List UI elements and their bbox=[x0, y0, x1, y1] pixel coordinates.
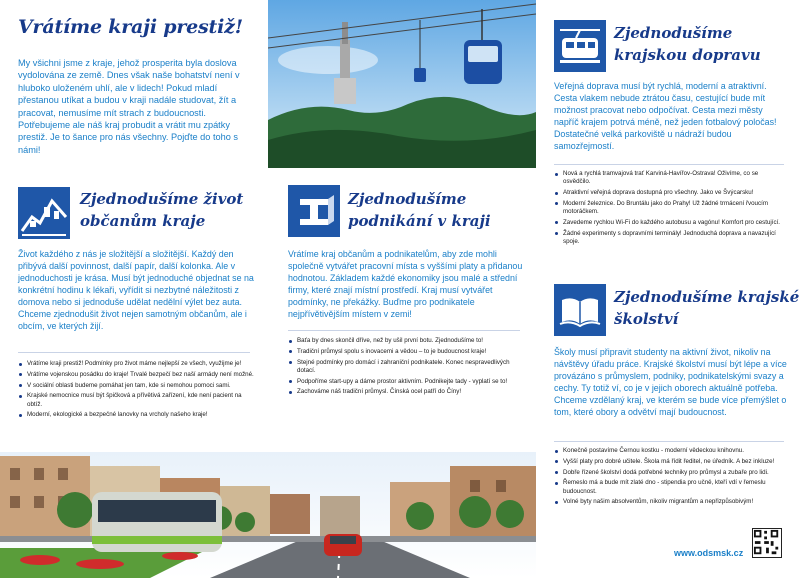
list-item: Atraktivní veřejná doprava dostupná pro všechny. Jako ve Švýcarsku! bbox=[554, 189, 786, 197]
city-icon bbox=[18, 187, 70, 239]
section-heading-business bbox=[348, 188, 491, 232]
divider bbox=[288, 330, 520, 331]
list-item: Podpoříme start-upy a dáme prostor aktivním. Podnikejte tady - vyplatí se to! bbox=[288, 378, 524, 386]
street-photo bbox=[0, 452, 536, 578]
list-item: V sociální oblasti budeme pomáhat jen tam, kde si nemohou pomoci sami. bbox=[18, 382, 254, 390]
section-heading-citizens bbox=[80, 188, 243, 232]
list-item: Zachováme náš tradiční průmysl. Čínská ocel patří do Číny! bbox=[288, 388, 524, 396]
list-item: Vrátíme kraji prestiž! Podmínky pro život máme nejlepší ze všech, využijme je! bbox=[18, 360, 254, 368]
list-item: Tradiční průmysl spolu s inovacemi a vědou – to je budoucnost kraje! bbox=[288, 348, 524, 356]
list-item: Volné byty našim absolventům, nikoliv migrantům a nepřizpůsobivým! bbox=[554, 498, 786, 506]
transport-text: Veřejná doprava musí být rychlá, moderní a atraktivní. Cesta vlakem nebude ztrátou času, cestující bude mít možnost pracovat nebo odpočívat. Cesta mezi městy napříč krajem potrvá méně, než jeden fotbalový poločas! Dostatečné velká parkoviště u nádraží budou samozřejmostí. bbox=[554, 81, 777, 151]
section-heading-transport bbox=[614, 22, 761, 66]
right-column bbox=[536, 0, 800, 578]
heading-line: školství bbox=[614, 310, 679, 328]
heading-line: občanům kraje bbox=[80, 212, 206, 230]
page-title: Vrátíme kraji prestiž! bbox=[18, 16, 243, 38]
list-item: Konečně postavíme Černou kostku - moderní vědeckou knihovnu. bbox=[554, 447, 786, 455]
intro-text: My všichni jsme z kraje, jehož prosperita byla doslova vydolována ze země. Dnes však naše bohatství není v hluboko uloženém uhlí, ale v lidech! Pokud mladí přestanou utíkat a budou v kraji nadále studovat, žít a pracovat, nemusíme mít strach z budoucnosti. Potřebujeme ale náš kraj probudit a vrátit mu zpátky prestiž. Je to šance pro nás všechny. Pojďte do toho s námi! bbox=[18, 58, 240, 155]
transport-bullets bbox=[554, 170, 786, 249]
list-item: Vyšší platy pro dobré učitele. Škola má řídit ředitel, ne úředník. A bez inkluze! bbox=[554, 458, 786, 466]
qr-code-icon bbox=[752, 528, 782, 558]
list-item: Řemeslo má a bude mít zlaté dno - stipendia pro učně, kteří vdí v řemeslu budoucnost. bbox=[554, 479, 786, 495]
heading-line: krajskou dopravu bbox=[614, 46, 761, 64]
list-item: Zavedeme rychlou Wi-Fi do každého autobusu a vagónu! Komfort pro cestující. bbox=[554, 219, 786, 227]
list-item: Baťa by dnes skončil dříve, než by ušil první botu. Zjednodušíme to! bbox=[288, 337, 524, 345]
list-item: Žádné experimenty s dopravními terminály! Jednoduchá doprava a navazující spoje. bbox=[554, 230, 786, 246]
heading-line: Zjednodušíme život bbox=[80, 190, 244, 208]
list-item: Dobře řízené školství dodá potřebné techniky pro průmysl a zubaře pro lidi. bbox=[554, 469, 786, 477]
citizens-bullets bbox=[18, 360, 254, 422]
heading-line: Zjednodušíme bbox=[614, 24, 733, 42]
business-text: Vrátíme kraj občanům a podnikatelům, aby zde mohli společně vytvářet pracovní místa s vyššími platy a přidanou hodnotou. Základem každé ekonomiky jsou malé a střední firmy, které znají místní prostředí. Kraj musí vytvářet podmínky, ne překážky. Buďme pro podnikatele nejpřívětivějším místem v zemi! bbox=[288, 249, 523, 319]
heading-line: podnikání v kraji bbox=[348, 212, 491, 230]
website-link[interactable]: www.odsmsk.cz bbox=[674, 548, 744, 558]
business-bullets bbox=[288, 337, 524, 399]
citizens-text: Život každého z nás je složitější a složitější. Každý den přibývá další povinnost, další papír, další kolonka. Ale v jednoduchosti je krása. Musí být jednoduché objednat se na konkrétní hodinu k lékaři, vyřídit si nezbytné náležitosti z domova nebo si jednoduše udělat nedělní výlet bez auta. Chceme zjednodušit život nejen samotným občanům, ale i obcím, ve kterých žijí. bbox=[18, 249, 254, 331]
list-item: Vrátíme vojenskou posádku do kraje! Trvalé bezpečí bez naší armády není možné. bbox=[18, 371, 254, 379]
list-item: Krajské nemocnice musí být špičková a přívětivá zařízení, kde není pacient na obtíž. bbox=[18, 392, 254, 408]
education-bullets bbox=[554, 447, 786, 509]
section-heading-education bbox=[614, 286, 799, 330]
list-item: Moderní železnice. Do Bruntálu jako do Prahy! Už žádné trmácení řvoucím motoráčkem. bbox=[554, 200, 786, 216]
heading-line: Zjednodušíme krajské bbox=[614, 288, 800, 306]
heading-line: Zjednodušíme bbox=[348, 190, 467, 208]
divider bbox=[18, 352, 250, 353]
list-item: Moderní, ekologické a bezpečné lanovky na vrcholy našeho kraje! bbox=[18, 411, 254, 419]
divider bbox=[554, 441, 784, 442]
list-item: Stejné podmínky pro domácí i zahraniční podnikatele. Konec nespravedlivých dotací. bbox=[288, 359, 524, 375]
list-item: Nová a rychlá tramvajová trať Karviná-Havířov-Ostrava! Oživíme, co se osvědčilo. bbox=[554, 170, 786, 186]
steel-beam-icon bbox=[288, 185, 340, 237]
education-text: Školy musí připravit studenty na aktivní život, nikoliv na návštěvy úřadu práce. Krajské školství musí být lépe a více provázáno s průmyslem, podniky, podnikatelskými svazy a cechy. Ty totiž ví, co je v jejich oborech aktuálně potřeba. Chceme vzdělaný kraj, ve kterém se bude více přemýšlet o tom, které obory a odvětví mají budoucnost. bbox=[554, 347, 787, 417]
tram-icon bbox=[554, 20, 606, 72]
book-icon bbox=[554, 284, 606, 336]
cable-car-photo bbox=[268, 0, 536, 168]
divider bbox=[554, 164, 784, 165]
